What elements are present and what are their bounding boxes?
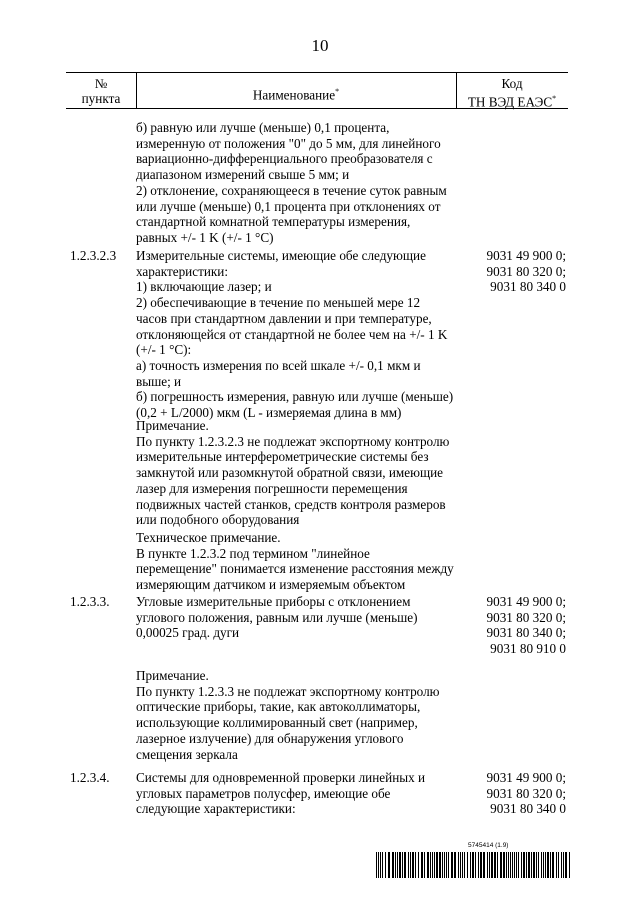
barcode-bar: [531, 852, 532, 878]
barcode-bar: [523, 852, 525, 878]
header-code-label: Код: [501, 76, 523, 91]
barcode-bar: [475, 852, 476, 878]
barcode-bar: [397, 852, 398, 878]
page-number: 10: [311, 36, 329, 55]
barcode-bar: [510, 852, 511, 878]
text-line: 2) отклонение, сохраняющееся в течение суток равным: [136, 182, 447, 198]
text-line: измерительные интерферометрические системы без: [136, 449, 429, 465]
text-line: а) точность измерения по всей шкале +/- 0,1 мкм и: [136, 357, 421, 373]
barcode-bar: [545, 852, 546, 878]
customs-code: 9031 49 900 0;: [486, 594, 566, 609]
barcode-bar: [408, 852, 409, 878]
text-line: или подобного оборудования: [136, 512, 300, 528]
header-top-rule: [66, 72, 568, 73]
text-line: следующие характеристики:: [136, 801, 296, 817]
text-line: 2) обеспечивающие в течение по меньшей мере 12: [136, 295, 421, 311]
barcode-bar: [512, 852, 513, 878]
text-line: замкнутой или разомкнутой обратной связи, имеющие: [136, 465, 444, 481]
text-line: По пункту 1.2.3.3 не подлежат экспортному контролю: [136, 683, 440, 699]
note-1-2-3-2-3: [136, 418, 448, 528]
header-name-label: Наименование: [252, 87, 336, 103]
item-number-1-2-3-3: 1.2.3.3.: [70, 594, 110, 609]
text-line: или лучше (меньше) 0,1 процента при отклонениях от: [136, 198, 441, 214]
barcode-bar: [478, 852, 479, 878]
barcode-bar: [516, 852, 517, 878]
barcode-bar: [489, 852, 490, 878]
header-number-column: [66, 76, 136, 106]
text-line: Примечание.: [136, 668, 209, 683]
barcode-bar: [430, 852, 431, 878]
item-codes-1-2-3-3: [448, 594, 566, 657]
text-line: Угловые измерительные приборы с отклонением: [136, 594, 411, 609]
customs-code: 9031 80 340 0: [490, 801, 566, 817]
text-line: использующие коллимированный свет (например,: [136, 715, 418, 731]
text-line: углового положения, равным или лучше (меньше): [136, 609, 418, 625]
text-line: б) погрешность измерения, равную или лучше (меньше): [136, 389, 454, 405]
barcode-bar: [427, 852, 429, 878]
barcode-bar: [432, 852, 433, 878]
barcode-bar: [521, 852, 522, 878]
customs-code: 9031 80 320 0;: [486, 785, 566, 801]
text-line: вариационно-дифференциального преобразователя с: [136, 151, 433, 167]
item-codes-1-2-3-4: [448, 770, 566, 817]
barcode-bar: [467, 852, 468, 878]
text-line: оптические приборы, такие, как автоколлиматоры,: [136, 699, 421, 715]
barcode-bar: [388, 852, 390, 878]
text-line: измеренную от положения "0" до 5 мм, для линейного: [136, 135, 441, 151]
customs-code: 9031 80 340 0;: [486, 625, 566, 641]
barcode-bar: [538, 852, 539, 878]
barcode-bar: [412, 852, 414, 878]
customs-code: 9031 80 910 0: [490, 641, 566, 657]
barcode-image: [376, 852, 570, 878]
barcode-bar: [395, 852, 396, 878]
item-number-1-2-3-4: 1.2.3.4.: [70, 770, 110, 785]
barcode-bar: [451, 852, 453, 878]
text-line: смещения зеркала: [136, 746, 238, 762]
text-line: В пункте 1.2.3.2 под термином "линейное: [136, 545, 370, 561]
barcode-bar: [448, 852, 449, 878]
barcode-bar: [385, 852, 386, 878]
text-line: лазер для измерения погрешности перемещения: [136, 480, 408, 496]
barcode-bar: [552, 852, 554, 878]
item-description-1-2-3-4: [136, 770, 448, 817]
text-line: 0,00025 град. дуги: [136, 625, 240, 641]
document-id: 5745414 (1.9): [468, 842, 509, 849]
barcode-bar: [439, 852, 441, 878]
barcode-bar: [446, 852, 447, 878]
barcode-bar: [480, 852, 482, 878]
barcode-bar: [382, 852, 383, 878]
item-description-1-2-3-2-3: [136, 248, 454, 421]
header-number-label: пункта: [81, 91, 121, 106]
text-line: стандартной комнатной температуры измерения,: [136, 214, 411, 230]
text-line: Примечание.: [136, 418, 209, 433]
barcode-bar: [460, 852, 461, 878]
row-continuation-text: [136, 120, 448, 246]
barcode-bar: [541, 852, 542, 878]
text-line: Техническое примечание.: [136, 530, 281, 545]
barcode-bar: [434, 852, 435, 878]
barcode-bar: [497, 852, 498, 878]
barcode-bar: [378, 852, 379, 878]
text-line: характеристики:: [136, 263, 229, 279]
barcode-bar: [569, 852, 570, 878]
text-line: б) равную или лучше (меньше) 0,1 процента,: [136, 120, 390, 135]
text-line: подвижных частей станков, средств контроля размеров: [136, 496, 446, 512]
customs-code: 9031 80 320 0;: [486, 609, 566, 625]
barcode-bar: [464, 852, 465, 878]
item-codes-1-2-3-2-3: [448, 248, 566, 295]
barcode-bar: [494, 852, 496, 878]
barcode-bar: [561, 852, 562, 878]
text-line: 1) включающие лазер; и: [136, 279, 272, 295]
barcode-bar: [506, 852, 507, 878]
barcode-bar: [508, 852, 509, 878]
customs-code: 9031 80 340 0: [490, 279, 566, 295]
text-line: равных +/- 1 K (+/- 1 °C): [136, 229, 274, 245]
barcode-bar: [556, 852, 557, 878]
barcode-bar: [399, 852, 401, 878]
barcode-bar: [565, 852, 567, 878]
text-line: перемещение" понимается изменение расстояния между: [136, 561, 454, 577]
barcode-bar: [418, 852, 419, 878]
header-code-classifier: ТН ВЭД ЕАЭС: [467, 94, 553, 110]
barcode-bar: [415, 852, 416, 878]
header-name-column: [136, 84, 456, 102]
barcode-bar: [487, 852, 488, 878]
barcode-bar: [543, 852, 544, 878]
text-line: угловых параметров полусфер, имеющие обе: [136, 785, 391, 801]
barcode-bar: [424, 852, 425, 878]
text-line: измеряющим датчиком и измеряемым объектом: [136, 577, 406, 593]
barcode-bar: [503, 852, 505, 878]
item-description-1-2-3-3: [136, 594, 448, 641]
barcode-bar: [550, 852, 551, 878]
barcode-bar: [442, 852, 443, 878]
barcode-bar: [392, 852, 394, 878]
item-number-1-2-3-2-3: 1.2.3.2.3: [70, 248, 117, 263]
barcode-bar: [462, 852, 463, 878]
barcode-bar: [500, 852, 502, 878]
text-line: (0,2 + L/2000) мкм (L - измеряемая длина в мм): [136, 405, 402, 421]
header-code-footnote-mark: *: [552, 94, 557, 103]
header-name-footnote-mark: *: [335, 87, 340, 96]
barcode-bar: [410, 852, 411, 878]
barcode-bar: [454, 852, 456, 878]
text-line: отклоняющейся от стандартной не более чем на +/- 1 K: [136, 326, 448, 342]
barcode-bar: [404, 852, 406, 878]
header-code-column: [456, 76, 568, 109]
text-line: диапазоном измерений свыше 5 мм; и: [136, 167, 350, 183]
barcode-bar: [526, 852, 527, 878]
barcode-bar: [402, 852, 403, 878]
text-line: По пункту 1.2.3.2.3 не подлежат экспортному контролю: [136, 433, 450, 449]
barcode-bar: [483, 852, 485, 878]
header-number-symbol: №: [94, 76, 108, 91]
barcode-bar: [421, 852, 423, 878]
text-line: (+/- 1 °C):: [136, 342, 192, 358]
customs-code: 9031 49 900 0;: [486, 248, 566, 263]
barcode-bar: [436, 852, 438, 878]
barcode-bar: [558, 852, 559, 878]
barcode-bar: [547, 852, 549, 878]
barcode-bar: [376, 852, 377, 878]
text-line: лазерное излучение) для обнаружения углового: [136, 730, 404, 746]
note-1-2-3-3: [136, 668, 448, 762]
barcode-bar: [458, 852, 459, 878]
text-line: Измерительные системы, имеющие обе следующие: [136, 248, 426, 263]
barcode-bar: [533, 852, 535, 878]
technical-note-1-2-3-2: [136, 530, 454, 593]
barcode-bar: [518, 852, 519, 878]
text-line: Системы для одновременной проверки линейных и: [136, 770, 426, 785]
barcode-bar: [470, 852, 471, 878]
text-line: часов при стандартном давлении и при температуре,: [136, 310, 432, 326]
text-line: выше; и: [136, 373, 182, 389]
barcode-bar: [491, 852, 493, 878]
barcode-bar: [380, 852, 381, 878]
barcode-bar: [514, 852, 515, 878]
barcode-bar: [563, 852, 564, 878]
barcode-bar: [528, 852, 530, 878]
customs-code: 9031 49 900 0;: [486, 770, 566, 785]
customs-code: 9031 80 320 0;: [486, 263, 566, 279]
barcode-bar: [472, 852, 474, 878]
barcode-bar: [444, 852, 445, 878]
barcode-bar: [536, 852, 537, 878]
